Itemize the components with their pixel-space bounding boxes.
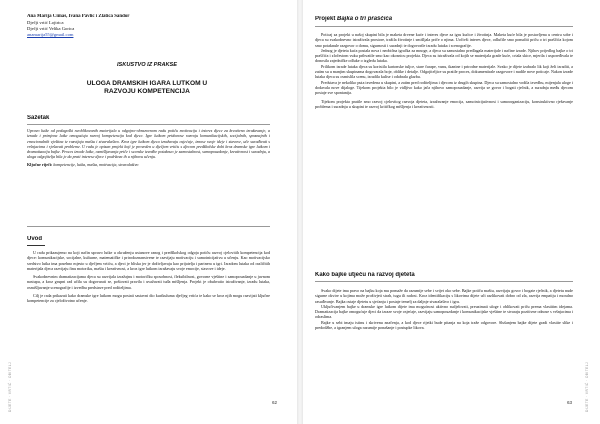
project-title-prefix: Projekt — [315, 16, 338, 22]
section2-paragraph-2: Uključivanjem bajke u dramske igre lutkom dijete ima mogućnost aktivno sudjelovati, preuzimati uloge i oblikovati priču prema vlastitim idejama. Dramatizacija bajke omogućuje djeci da izraze svoje osjećaje, razvijaju samopouzdanje i komunikacijske vještine te stvaraju pozitivne odnose s vršnjacima i odraslima. — [315, 303, 573, 320]
right-sidebar-text: DIJETE · VRTIĆ · OBITELJ — [585, 361, 589, 412]
project-paragraph-2: Jednog je djeteta kuća postala nova i neobična igračka za mnoge, a djeca su samostalno predlagala materijale i načine izrade. Njihov prijedlog bajke o tri praščića i zločestom vuku prihvatile smo kao okosnicu projekta. Djeca su istraživala od kojih se materijala grade kuće, crtala skice, mjerila i uspoređivala te donosila zajedničke odluke o izgledu lutaka. — [315, 47, 573, 64]
author-block — [27, 14, 187, 38]
project-body — [315, 32, 573, 244]
section-label: ISKUSTVO IZ PRAKSE — [117, 62, 177, 68]
affiliation-1: Dječji vrtić Lojtrica — [27, 20, 64, 25]
project-paragraph-5: Tijekom projekta pratile smo razvoj cjelovitog razvoja djeteta, izražavanje emocija, samoinicijativnost i samoorganizaciju, konstruktivno rješavanje problema i suradnju u skupini te razvoj kritičkog mišljenja i kreativnosti. — [315, 98, 573, 109]
abstract-text: Upravo lutke od pedagoški neoblikovanih materijala u odgojno-obrazovnom radu potiču motivaciju i interes djece za kreativno izražavanje, a izrada i primjena lutke omogućuju razvoj kompetencija kod djece. Igre lutkom pridonose razvoju komunikacijskih, socijalnih, spoznajnih i emocionalnih vještina te razvijaju maštu i stvaralaštvo. Kroz igre lutkom djeca izražavaju osjećaje, iznose svoje ideje i stavove, uče surađivati s vršnjacima i rješavati probleme. U radu je opisan projekt koji je proveden u dječjem vrtiću s djecom predškolske dobi kroz dramske igre lutkom i dramatizaciju bajke. Proces izrade lutke, osmišljavanja priče i scenske izvedbe potaknuo je samostalnost, samopouzdanje, kreativnost i suradnju, a uloga odgojitelja bila je da prati interese djece i podržava ih u njihovu učenju. — [27, 128, 270, 160]
abstract-rule-top — [27, 124, 270, 125]
intro-underline — [27, 245, 45, 246]
section2-paragraph-3: Bajke u sebi imaju istinu i skrivenu značenja, a kod djece rijetki bude pitanja na koja traže odgovore. Slušanjem bajke dijete gradi vlastite slike i predodžbe, a igranjem uloga razumije ponašanje i postupke likova. — [315, 319, 573, 331]
article-title-line-2: RAZVOJU KOMPETENCIJA — [104, 88, 190, 95]
project-title — [315, 16, 555, 22]
intro-paragraph-3: Cilj je rada prikazati kako dramske igre lutkom mogu postati sastavni dio kurikuluma dječjeg vrtića te kako se kroz njih mogu razvijati ključne kompetencije za cjeloživotno učenje. — [27, 293, 270, 304]
article-title — [27, 80, 267, 96]
keywords-text: kompetencije, lutka, mašta, motivacija, stvaralaštvo — [53, 161, 139, 167]
intro-paragraph-1: U radu prikazujemo na koji način upravo lutke u okruženju ustanove ranog i predškolskog odgoja potiču razvoj cjelovitih kompetencija kod djece: komunikacijske, socijalne, kulturne, matematičke i prirodoznanstvene te razvijaju motivaciju i samoinicijativu u učenju. Kao motivacijsko sredstvo lutka ima posebno mjesto u dječjem vrtiću, a djeci je bliska jer je doživljavaju kao prijatelja i partnera u igri. Izradom lutaka od različitih materijala djeca razvijaju finu motoriku, maštu i kreativnost, a kroz igre lutkom izražavaju svoje emocije, stavove i ideje. — [27, 250, 270, 271]
keywords-line — [27, 162, 270, 167]
project-paragraph-1: Poticaj za projekt u našoj skupini bila je maketa drvene kuće i interes djece za igru kućice i životinja. Maketa kuće bila je postavljena u centru sobe i djeca su svakodnevno istraživala prostore, tražila životinje i smišljala priče o njima. Uočivši interes djece, odlučile smo ponuditi priču o tri praščića kojom smo potaknule razgovor o domu, sigurnosti i suradnji te dogovorile izradu lutaka i scenografije. — [315, 32, 573, 48]
author-email-link[interactable]: anamarija55@gmail.com — [27, 32, 74, 37]
abstract-body — [27, 128, 270, 224]
intro-paragraph-2: Svakodnevnim dramatizacijama djeca su razvijala izražajnu i motoričku sposobnost, fleksibilnost, govorne vještine i samopouzdanje u javnom nastupu, a kroz grupni rad učila su dogovarati se, poštovati pravila i uvažavati tuđa mišljenja. Projekt je obuhvatio istraživanje, izradu lutaka, osmišljavanje scenografije i izvedbu predstave pred roditeljima. — [27, 274, 270, 290]
article-title-line-1: ULOGA DRAMSKIH IGARA LUTKOM U — [86, 80, 208, 87]
left-page-number: 62 — [272, 400, 278, 405]
right-page-number: 63 — [567, 400, 573, 405]
section2-heading: Kako bajke utječu na razvoj djeteta — [315, 272, 415, 278]
affiliation-2: Dječji vrtić Velika Gorica — [27, 26, 75, 31]
project-title-name: Bajka o tri praščića — [337, 16, 393, 22]
section2-rule — [315, 281, 573, 282]
intro-heading: Uvod — [27, 236, 42, 242]
abstract-heading: Sažetak — [27, 115, 50, 121]
section2-paragraph-1: Svako dijete ima pravo na bajku koja mu pomaže da razumije sebe i svijet oko sebe. Bajke potiču maštu, razvijaju govor i bogate rječnik, a djetetu nude sigurne okvire u kojima može proživjeti strah, tugu ili radost. Kroz identifikaciju s likovima dijete uči razlikovati dobro od zla, razvija empatiju i moralno rasuđivanje. Bajka ostaje djetetu u sjećanju i postaje temelj za daljnje stvaralaštvo i igru. — [315, 288, 573, 304]
right-page — [303, 0, 600, 424]
keywords-label: Ključne riječi: — [27, 161, 53, 167]
section2-body — [315, 288, 573, 400]
left-page — [0, 0, 297, 424]
left-sidebar-text: DIJETE · VRTIĆ · OBITELJ — [8, 361, 12, 412]
project-paragraph-3: Prilikom izrade lutaka djeca su koristila kartonske tuljce, stare čarape, vunu, tkanine i prirodne materijale. Svako je dijete izabralo lik koji želi izraditi, a zatim su u manjim skupinama dogovarala boje, oblike i detalje. Odgojiteljice su pratile proces, dokumentirale razgovore i nudile nove poticaje. Nakon izrade lutaka djeca su osmislila scenu, izradila kulise i odabrala glazbu. — [315, 63, 573, 80]
project-paragraph-4: Predstava je nekoliko puta izvedena u skupini, a zatim pred roditeljima i djecom iz drugih skupina. Djeca su samostalno vodila izvedbu, mijenjala uloge i dodavala nove dijaloge. Tijekom projekta bilo je vidljivo kako jača njihovo samopouzdanje, razvija se govor i bogati rječnik, a suradnja među djecom postaje sve spontanija. — [315, 79, 573, 96]
project-rule — [315, 26, 573, 27]
author-names: Ana Marija Cimaš, Ivana Pavlić i Zlatica Šandor — [27, 14, 130, 19]
intro-body — [27, 250, 270, 390]
abstract-rule-bottom — [27, 226, 270, 227]
